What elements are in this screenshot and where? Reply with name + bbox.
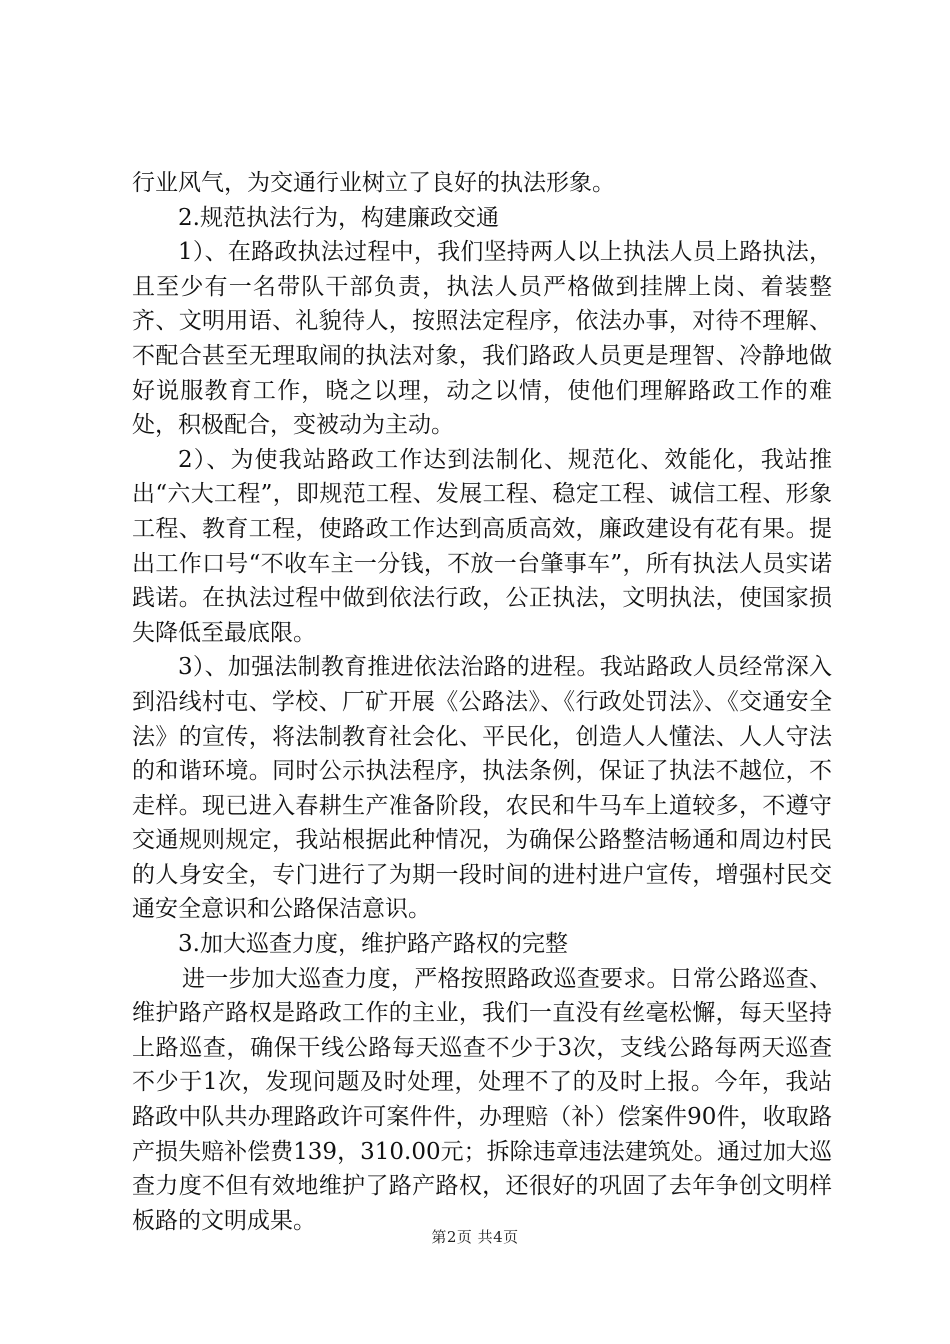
document-body	[132, 166, 832, 1238]
section-heading-3: 3.加大巡查力度，维护路产路权的完整	[178, 931, 568, 958]
paragraph-item-3: 3）、加强法制教育推进依法治路的进程。我站路政人员经常深入到沿线村屯、学校、厂矿开展《公路法》、《行政处罚法》、《交通安全法》的宣传，将法制教育社会化、平民化，创造人人懂法、人人守法的和谐环境。同时公示执法程序，执法条例，保证了执法不越位，不走样。现已进入春耕生产准备阶段，农民和牛马车上道较多，不遵守交通规则规定，我站根据此种情况，为确保公路整洁畅通和周边村民的人身安全，专门进行了为期一段时间的进村进户宣传，增强村民交通安全意识和公路保洁意识。	[132, 654, 832, 923]
page-number-footer: 第2页 共4页	[431, 1228, 519, 1246]
paragraph-item-2: 2）、为使我站路政工作达到法制化、规范化、效能化，我站推出“六大工程”，即规范工程、发展工程、稳定工程、诚信工程、形象工程、教育工程，使路政工作达到高质高效，廉政建设有花有果。提出工作口号“不收车主一分钱，不放一台肇事车”，所有执法人员实诺践诺。在执法过程中做到依法行政，公正执法，文明执法，使国家损失降低至最底限。	[132, 446, 832, 646]
section-heading-2: 2.规范执法行为，构建廉政交通	[178, 204, 499, 231]
paragraph-item-1: 1）、在路政执法过程中，我们坚持两人以上执法人员上路执法，且至少有一名带队干部负责，执法人员严格做到挂牌上岗、着装整齐、文明用语、礼貌待人，按照法定程序，依法办事，对待不理解、不配合甚至无理取闹的执法对象，我们路政人员更是理智、冷静地做好说服教育工作，晓之以理，动之以情，使他们理解路政工作的难处，积极配合，变被动为主动。	[132, 239, 832, 439]
paragraph-continuation: 行业风气，为交通行业树立了良好的执法形象。	[132, 170, 615, 196]
paragraph-patrol: 进一步加大巡查力度，严格按照路政巡查要求。日常公路巡查、维护路产路权是路政工作的主业，我们一直没有丝毫松懈，每天坚持上路巡查，确保干线公路每天巡查不少于3次，支线公路每两天巡查不少于1次，发现问题及时处理，处理不了的及时上报。今年，我站路政中队共办理路政许可案件件，办理赔（补）偿案件90件，收取路产损失赔补偿费139，310.00元；拆除违章违法建筑处。通过加大巡查力度不但有效地维护了路产路权，还很好的巩固了去年争创文明样板路的文明成果。	[132, 965, 832, 1234]
